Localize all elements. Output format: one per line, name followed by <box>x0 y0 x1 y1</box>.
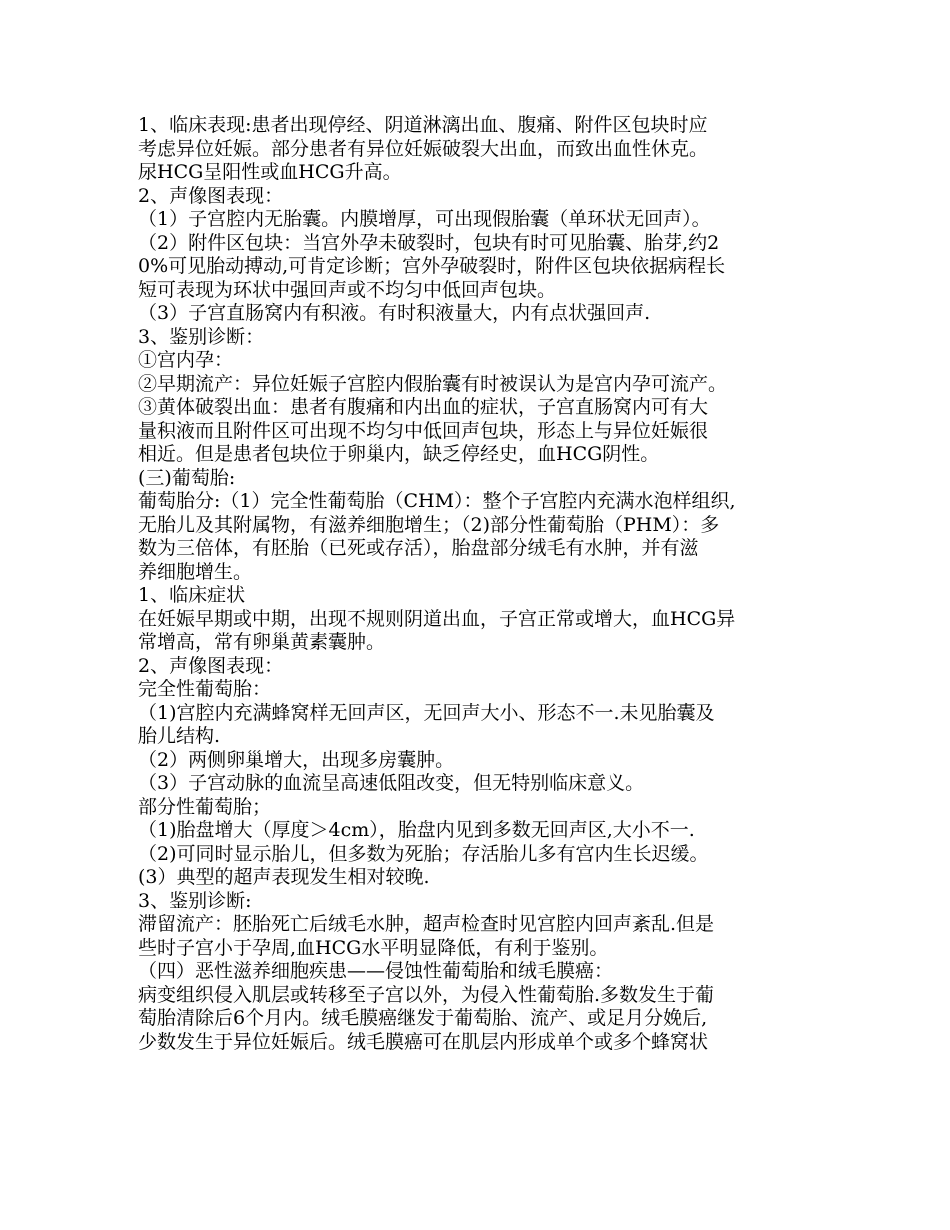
text-line: （2）两侧卵巢增大，出现多房囊肿。 <box>138 748 455 771</box>
text-line: （3）子宫直肠窝内有积液。有时积液量大，内有点状强回声. <box>138 302 651 324</box>
text-line: 数为三倍体，有胚胎（已死或存活），胎盘部分绒毛有水肿，并有滋 <box>138 537 699 559</box>
text-line: 短可表现为环状中强回声或不均匀中低回声包块。 <box>138 278 557 301</box>
text-line: 相近。但是患者包块位于卵巢内，缺乏停经史，血HCG阴性。 <box>138 443 660 465</box>
text-line: 养细胞增生。 <box>138 560 253 583</box>
text-line: 1、临床症状 <box>138 584 246 606</box>
text-line: 2、声像图表现： <box>138 184 284 207</box>
text-line: 3、鉴别诊断： <box>138 325 265 348</box>
text-line: ③黄体破裂出血：患者有腹痛和内出血的症状，子宫直肠窝内可有大 <box>138 396 709 418</box>
text-line: 无胎儿及其附属物，有滋养细胞增生；（2)部分性葡萄胎（PHM）：多 <box>138 513 720 536</box>
text-line: 量积液而且附件区可出现不均匀中低回声包块，形态上与异位妊娠很 <box>138 419 709 442</box>
text-line: ①宫内孕： <box>138 349 234 371</box>
document-body <box>138 114 818 1054</box>
text-line: 胎儿结构. <box>138 725 221 747</box>
text-line: （2)可同时显示胎儿，但多数为死胎；存活胎儿多有宫内生长迟缓。 <box>138 842 709 865</box>
text-line: （1)宫腔内充满蜂窝样无回声区，无回声大小、形态不一.未见胎囊及 <box>138 701 715 724</box>
text-line: （3）子宫动脉的血流呈高速低阻改变，但无特别临床意义。 <box>138 772 645 794</box>
text-line: （1）子宫腔内无胎囊。内膜增厚，可出现假胎囊（单环状无回声）。 <box>138 208 711 230</box>
text-line: ②早期流产：异位妊娠子宫腔内假胎囊有时被误认为是宫内孕可流产。 <box>138 372 728 395</box>
text-line: (3）典型的超声表现发生相对较晚. <box>138 866 430 888</box>
text-line: 3、鉴别诊断: <box>138 889 252 912</box>
text-line: 0%可见胎动搏动,可肯定诊断；宫外孕破裂时，附件区包块依据病程长 <box>138 255 726 277</box>
text-line: 病变组织侵入肌层或转移至子宫以外，为侵入性葡萄胎.多数发生于葡 <box>138 983 715 1006</box>
text-line: （2）附件区包块：当宫外孕未破裂时，包块有时可见胎囊、胎芽,约2 <box>138 231 720 254</box>
text-line: 1、临床表现:患者出现停经、阴道淋漓出血、腹痛、附件区包块时应 <box>138 114 708 136</box>
text-line: 萄胎清除后6个月内。绒毛膜癌继发于葡萄胎、流产、或足月分娩后, <box>138 1007 708 1029</box>
text-line: 滞留流产：胚胎死亡后绒毛水肿，超声检查时见宫腔内回声紊乱.但是 <box>138 913 715 935</box>
text-line: 葡萄胎分:（1）完全性葡萄胎（CHM）：整个子宫腔内充满水泡样组织, <box>138 490 736 512</box>
text-line: 考虑异位妊娠。部分患者有异位妊娠破裂大出血，而致出血性休克。 <box>138 137 709 160</box>
text-line: (三)葡萄胎: <box>138 466 236 489</box>
text-line: （1)胎盘增大（厚度＞4cm），胎盘内见到多数无回声区,大小不一. <box>138 819 695 841</box>
text-line: 常增高，常有卵巢黄素囊肿。 <box>138 631 386 653</box>
text-line: 在妊娠早期或中期，出现不规则阴道出血，子宫正常或增大，血HCG异 <box>138 607 736 630</box>
text-line: 些时子宫小于孕周,血HCG水平明显降低，有利于鉴别。 <box>138 936 609 959</box>
text-line: 完全性葡萄胎： <box>138 678 272 700</box>
text-line: 尿HCG呈阳性或血HCG升高。 <box>138 161 402 183</box>
text-line: 少数发生于异位妊娠后。绒毛膜癌可在肌层内形成单个或多个蜂窝状 <box>138 1030 709 1053</box>
text-line: 部分性葡萄胎； <box>138 795 272 818</box>
text-line: 2、声像图表现： <box>138 654 284 677</box>
text-line: （四）恶性滋养细胞疾患——侵蚀性葡萄胎和绒毛膜癌： <box>138 960 614 982</box>
